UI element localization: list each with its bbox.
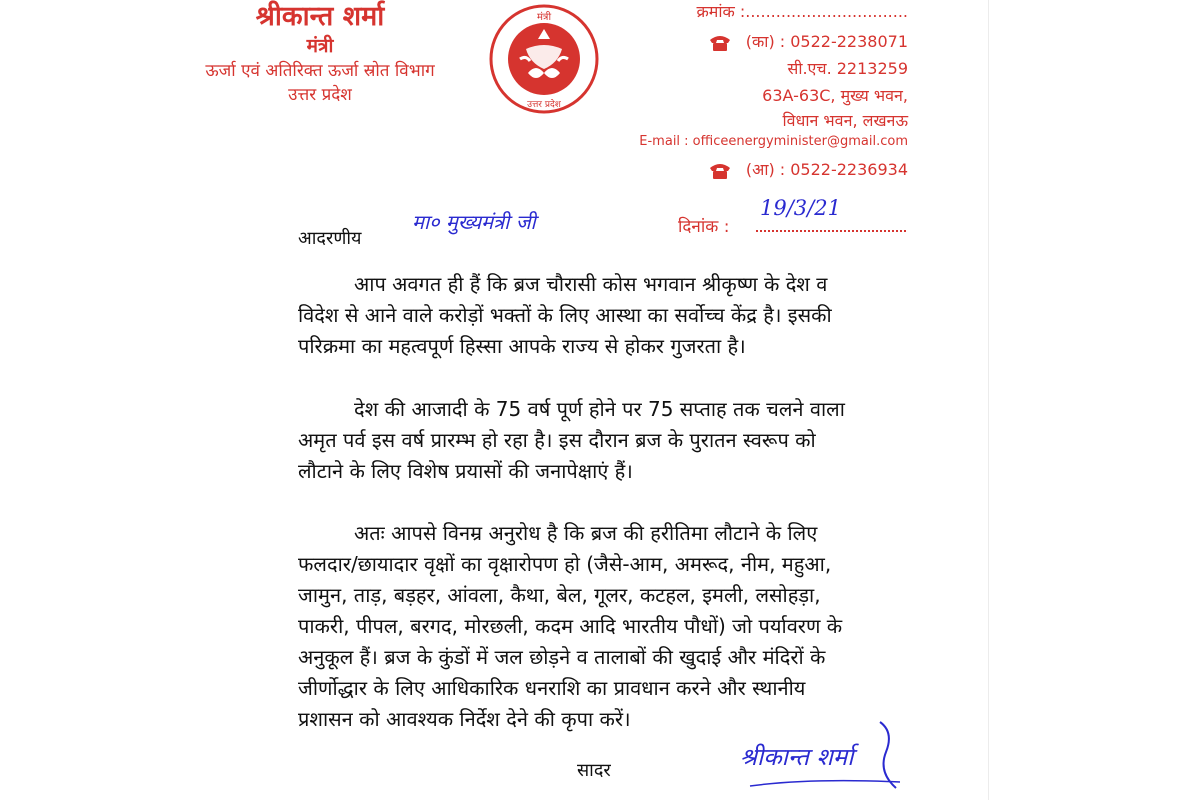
paragraph-line: विदेश से आने वाले करोड़ों भक्तों के लिए आस्था का सर्वोच्च केंद्र है। इसकी xyxy=(298,303,832,327)
paragraph-2 xyxy=(298,394,912,487)
sender-department: ऊर्जा एवं अतिरिक्त ऊर्जा स्रोत विभाग xyxy=(205,61,435,81)
paragraph-line: परिक्रमा का महत्वपूर्ण हिस्सा आपके राज्य से होकर गुजरता है। xyxy=(298,334,746,358)
salutation: आदरणीय xyxy=(298,228,362,249)
paragraph-line: अमृत पर्व इस वर्ष प्रारम्भ हो रहा है। इस दौरान ब्रज के पुरातन स्वरूप को xyxy=(298,428,816,452)
paragraph-line: प्रशासन को आवश्यक निर्देश देने की कृपा करें। xyxy=(298,707,631,731)
paragraph-line: आप अवगत ही हैं कि ब्रज चौरासी कोस भगवान श्रीकृष्ण के देश व xyxy=(354,272,828,296)
residence-phone: (आ) : 0522-2236934 xyxy=(745,160,908,179)
paragraph-line: अनुकूल हैं। ब्रज के कुंडों में जल छोड़ने व तालाबों की खुदाई और मंदिरों के xyxy=(298,645,826,669)
paragraph-line: अतः आपसे विनम्र अनुरोध है कि ब्रज की हरीतिमा लौटाने के लिए xyxy=(354,521,818,545)
sender-state: उत्तर प्रदेश xyxy=(288,85,352,105)
reference-dots: :................................ xyxy=(739,2,908,21)
paragraph-line: देश की आजादी के 75 वर्ष पूर्ण होने पर 75 सप्ताह तक चलने वाला xyxy=(354,397,845,421)
telephone-icon xyxy=(708,34,732,52)
closing: सादर xyxy=(577,760,611,781)
address-line1: 63A-63C, मुख्य भवन, xyxy=(762,86,908,105)
paragraph-line: जामुन, ताड़, बड़हर, आंवला, कैथा, बेल, गूलर, कटहल, इमली, लसोहड़ा, xyxy=(298,583,821,607)
up-emblem-icon xyxy=(488,3,600,115)
reference-label: क्रमांक xyxy=(696,2,735,21)
date-label: दिनांक : xyxy=(678,217,730,237)
residence-phone-row xyxy=(708,158,908,180)
signature-handwritten: श्रीकान्त शर्मा xyxy=(740,743,854,771)
recipient-handwritten: मा० मुख्यमंत्री जी xyxy=(412,210,536,234)
ch-phone: सी.एच. 2213259 xyxy=(787,59,908,78)
paragraph-line: फलदार/छायादार वृक्षों का वृक्षारोपण हो (जैसे-आम, अमरूद, नीम, महुआ, xyxy=(298,552,832,576)
date-dots xyxy=(756,230,906,232)
paragraph-1 xyxy=(298,269,912,362)
page-edge xyxy=(988,0,989,800)
sender-title: मंत्री xyxy=(306,35,334,57)
sender-name: श्रीकान्त शर्मा xyxy=(255,1,385,32)
emblem-top-text: मंत्री xyxy=(536,12,552,23)
email-address: E-mail : officeenergyminister@gmail.com xyxy=(639,134,908,149)
paragraph-line: पाकरी, पीपल, बरगद, मोरछली, कदम आदि भारतीय पौधों) जो पर्यावरण के xyxy=(298,614,843,638)
telephone-icon xyxy=(708,162,732,180)
paragraph-line: लौटाने के लिए विशेष प्रयासों की जनापेक्षाएं हैं। xyxy=(298,459,633,483)
letterhead-sender xyxy=(170,0,470,107)
date-value: 19/3/21 xyxy=(760,196,841,220)
reference-row xyxy=(696,0,908,22)
office-phone-row xyxy=(708,30,908,52)
address-line2: विधान भवन, लखनऊ xyxy=(782,111,908,130)
paragraph-line: जीर्णोद्धार के लिए आधिकारिक धनराशि का प्रावधान करने और स्थानीय xyxy=(298,676,806,700)
emblem-bottom-text: उत्तर प्रदेश xyxy=(527,100,561,110)
office-phone: (का) : 0522-2238071 xyxy=(745,32,908,51)
paragraph-3 xyxy=(298,518,912,735)
